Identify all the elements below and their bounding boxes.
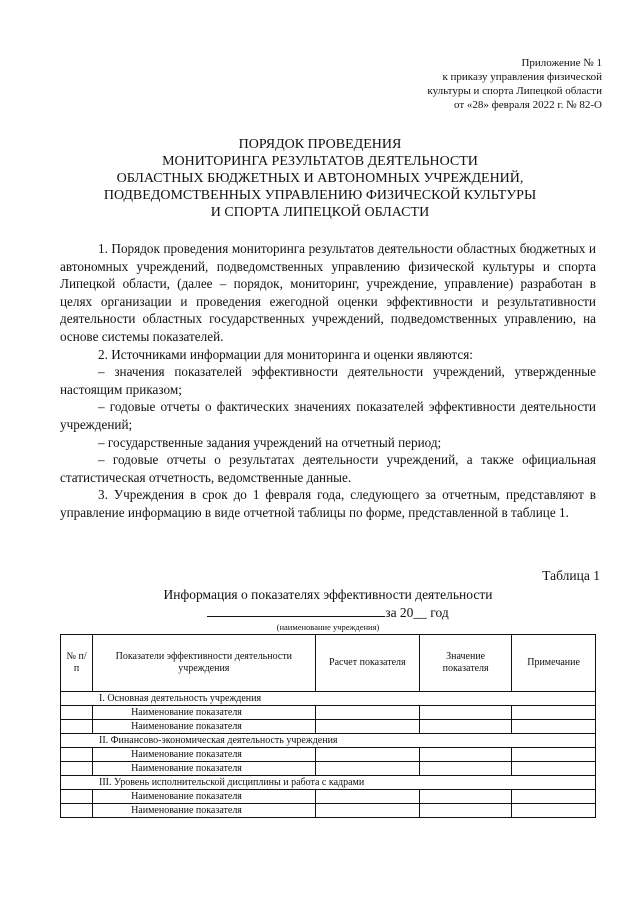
table-row [61, 720, 596, 734]
caption-line-2 [60, 603, 596, 621]
document-body [60, 240, 596, 522]
table-caption [60, 586, 596, 632]
appendix-line: культуры и спорта Липецкой области [427, 85, 602, 97]
paragraph: 2. Источниками информации для мониторинга и оценки являются: [98, 346, 473, 362]
appendix-line: Приложение № 1 [521, 57, 602, 69]
table-header-row [61, 635, 596, 692]
table-label: Таблица 1 [542, 568, 600, 583]
cell-note [512, 720, 596, 734]
paragraph: – государственные задания учреждений на отчетный период; [98, 434, 442, 450]
cell-indicator: Наименование показателя [93, 790, 315, 804]
title-line: И СПОРТА ЛИПЕЦКОЙ ОБЛАСТИ [210, 205, 430, 220]
section-title: I. Основная деятельность учреждения [61, 692, 596, 706]
section-row [61, 692, 596, 706]
section-row [61, 776, 596, 790]
paragraph: – значения показателей эффективности деятельности учреждений, утвержденные настоящим приказом; [60, 364, 596, 397]
caption-sub: (наименование учреждения) [276, 622, 380, 632]
cell-value [420, 720, 512, 734]
cell-indicator: Наименование показателя [93, 762, 315, 776]
cell-note [512, 748, 596, 762]
header-calc: Расчет показателя [315, 635, 420, 692]
appendix-line: от «28» февраля 2022 г. № 82-О [453, 99, 602, 111]
cell-num [61, 748, 93, 762]
cell-value [420, 804, 512, 818]
paragraph: – годовые отчеты о фактических значениях показателей эффективности деятельности учреждений; [60, 399, 596, 432]
indicators-table [60, 634, 596, 818]
section-title: III. Уровень исполнительской дисциплины и работа с кадрами [61, 776, 596, 790]
table-row [61, 762, 596, 776]
caption-line: Информация о показателях эффективности деятельности [163, 587, 493, 602]
paragraph: – годовые отчеты о результатах деятельности учреждений, а также официальная статистическая отчетность, ведомственные данные. [60, 452, 596, 485]
cell-value [420, 748, 512, 762]
table-row [61, 748, 596, 762]
cell-num [61, 790, 93, 804]
title-line: ОБЛАСТНЫХ БЮДЖЕТНЫХ И АВТОНОМНЫХ УЧРЕЖДЕНИЙ, [116, 171, 524, 186]
cell-note [512, 762, 596, 776]
caption-year: за 20__ год [385, 605, 449, 620]
cell-note [512, 804, 596, 818]
cell-value [420, 790, 512, 804]
header-value: Значение показателя [420, 635, 512, 692]
cell-calc [315, 804, 420, 818]
section-title: II. Финансово-экономическая деятельность учреждения [61, 734, 596, 748]
appendix-header [342, 56, 602, 112]
title-line: ПОДВЕДОМСТВЕННЫХ УПРАВЛЕНИЮ ФИЗИЧЕСКОЙ КУЛЬТУРЫ [103, 188, 537, 203]
cell-note [512, 706, 596, 720]
section-row [61, 734, 596, 748]
cell-num [61, 720, 93, 734]
header-note: Примечание [512, 635, 596, 692]
header-indicators: Показатели эффективности деятельности учреждения [93, 635, 315, 692]
cell-num [61, 804, 93, 818]
table-row [61, 706, 596, 720]
cell-calc [315, 748, 420, 762]
title-line: ПОРЯДОК ПРОВЕДЕНИЯ [238, 137, 402, 152]
cell-calc [315, 762, 420, 776]
cell-indicator: Наименование показателя [93, 706, 315, 720]
header-num: № п/п [61, 635, 93, 692]
cell-value [420, 762, 512, 776]
cell-indicator: Наименование показателя [93, 804, 315, 818]
table-row [61, 804, 596, 818]
appendix-line: к приказу управления физической [442, 71, 602, 83]
institution-blank [207, 603, 385, 617]
paragraph: 3. Учреждения в срок до 1 февраля года, следующего за отчетным, представляют в управление информацию в виде отчетной таблицы по форме, представленной в таблице 1. [60, 487, 596, 520]
cell-indicator: Наименование показателя [93, 748, 315, 762]
cell-calc [315, 706, 420, 720]
cell-calc [315, 790, 420, 804]
cell-note [512, 790, 596, 804]
title-line: МОНИТОРИНГА РЕЗУЛЬТАТОВ ДЕЯТЕЛЬНОСТИ [162, 154, 478, 169]
cell-indicator: Наименование показателя [93, 720, 315, 734]
paragraph: 1. Порядок проведения мониторинга результатов деятельности областных бюджетных и автономных учреждений, подведомственных управлению физической культуры и спорта Липецкой области, (далее – порядок, мониторинг, учреждение, управление) разработан в целях организации и проведения ежегодной оценки эффективности и результативности деятельности областных государственных учреждений, подведомственных управлению, на основе системы показателей. [60, 241, 596, 344]
table-row [61, 790, 596, 804]
cell-num [61, 762, 93, 776]
cell-calc [315, 720, 420, 734]
cell-num [61, 706, 93, 720]
document-title [60, 136, 580, 221]
cell-value [420, 706, 512, 720]
